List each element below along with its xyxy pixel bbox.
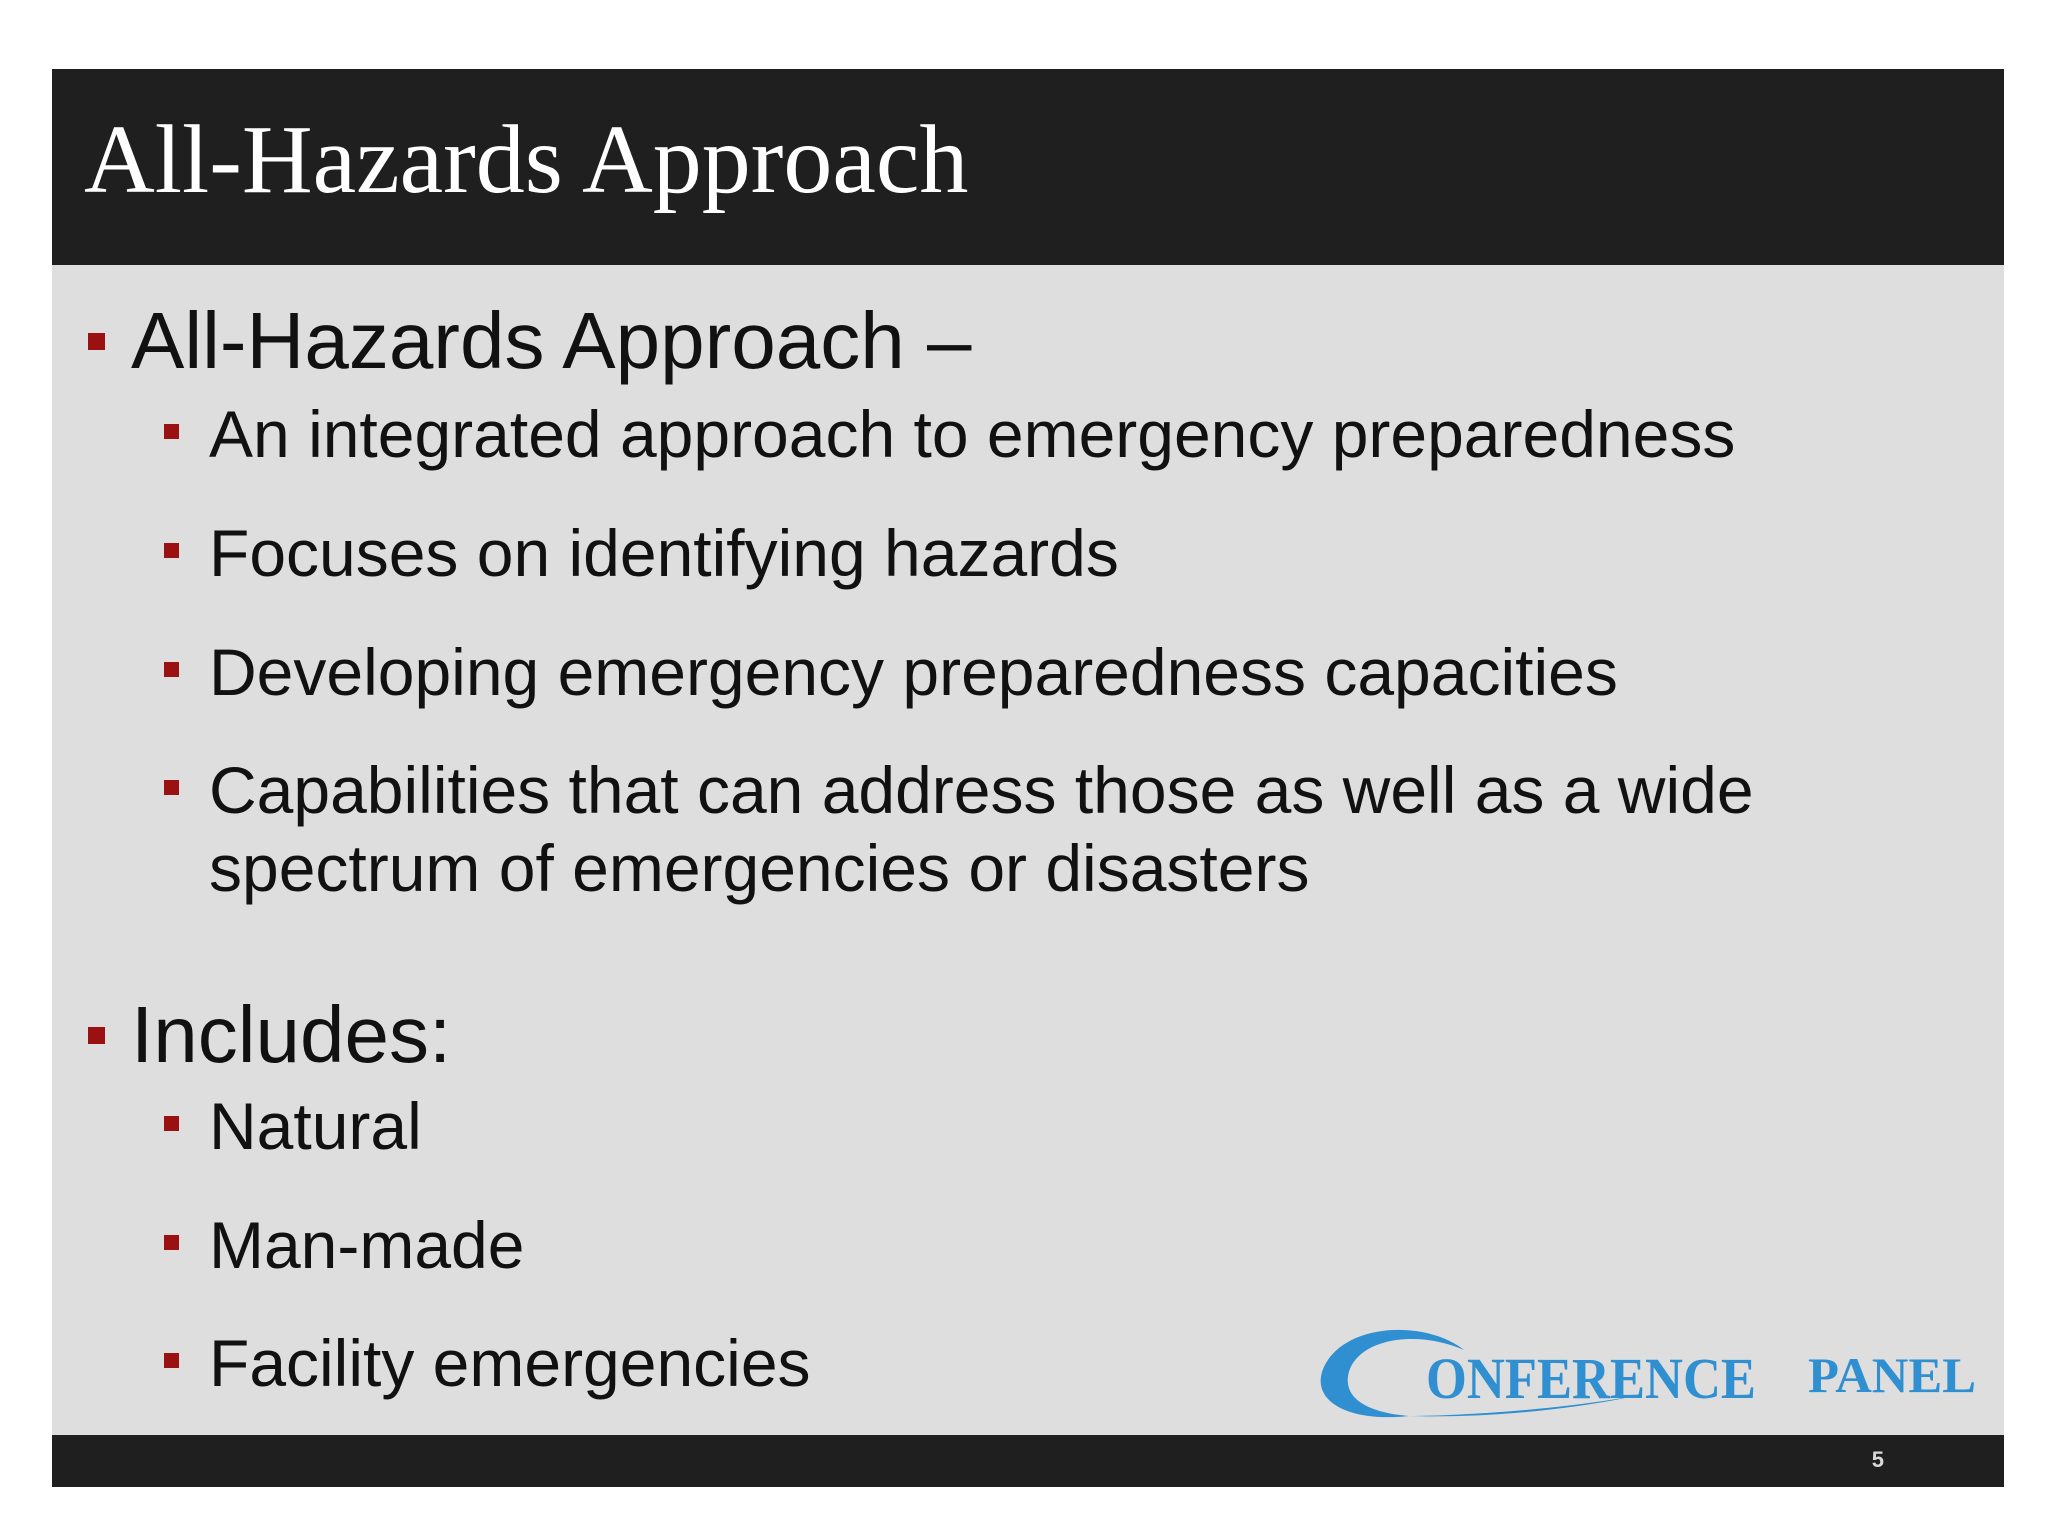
- conference-panel-logo: [1314, 1298, 1994, 1448]
- bullet-text: Facility emergencies: [209, 1326, 811, 1400]
- bullet-square-icon: [164, 662, 179, 677]
- sub-bullet-item: [164, 514, 1884, 592]
- bullet-square-icon: [164, 780, 179, 795]
- bullet-text: All-Hazards Approach –: [131, 296, 972, 385]
- bullet-square-icon: [164, 1353, 179, 1368]
- sub-bullet-item: [164, 1087, 1884, 1165]
- logo-text-main: ONFERENCE: [1426, 1346, 1756, 1411]
- bullet-item: [88, 295, 971, 387]
- bullet-square-icon: [164, 424, 179, 439]
- sub-bullet-item: [164, 1206, 1884, 1284]
- footer-bar: [52, 1435, 2004, 1487]
- bullet-square-icon: [88, 333, 105, 350]
- bullet-square-icon: [164, 543, 179, 558]
- logo-text-second: PANEL: [1808, 1347, 1976, 1403]
- bullet-square-icon: [88, 1027, 105, 1044]
- bullet-square-icon: [164, 1116, 179, 1131]
- bullet-text: Capabilities that can address those as well as a wide spectrum of emergencies or disasters: [209, 753, 1754, 905]
- bullet-text: Focuses on identifying hazards: [209, 516, 1119, 590]
- bullet-square-icon: [164, 1235, 179, 1250]
- sub-bullet-item: [164, 751, 1884, 907]
- bullet-text: Includes:: [131, 990, 452, 1079]
- title-bar: [52, 69, 2004, 265]
- sub-bullet-item: [164, 395, 1884, 473]
- slide-title: All-Hazards Approach: [84, 106, 969, 214]
- sub-bullet-item: [164, 633, 1884, 711]
- bullet-text: Developing emergency preparedness capacities: [209, 635, 1618, 709]
- page-number: 5: [1871, 1447, 1884, 1472]
- slide: [52, 69, 2004, 1487]
- bullet-text: An integrated approach to emergency preparedness: [209, 397, 1736, 471]
- bullet-text: Natural: [209, 1089, 422, 1163]
- bullet-text: Man-made: [209, 1208, 525, 1282]
- bullet-item: [88, 989, 451, 1081]
